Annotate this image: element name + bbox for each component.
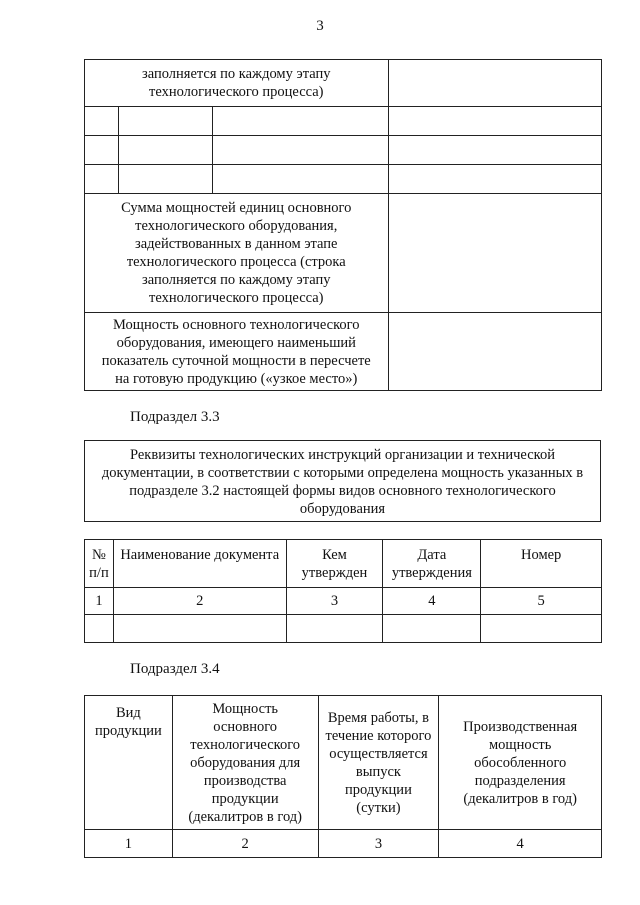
text-line: оборудования xyxy=(299,501,386,517)
text-line: № xyxy=(92,547,106,563)
col-header-num xyxy=(85,540,114,588)
table-row xyxy=(85,194,602,313)
index-cell: 2 xyxy=(172,830,318,858)
text-line: Реквизиты технологических инструкций организации и технической xyxy=(130,447,555,463)
empty-cell xyxy=(388,60,602,107)
requisites-box xyxy=(84,440,601,522)
empty-cell xyxy=(212,136,388,165)
documents-table xyxy=(84,539,602,643)
empty-cell xyxy=(286,615,383,643)
text-line: п/п xyxy=(89,565,109,581)
text-line: основного xyxy=(213,718,278,735)
table-header-row xyxy=(85,696,602,830)
table-row xyxy=(85,107,602,136)
text-line: технологического xyxy=(190,736,301,753)
production-capacity-table xyxy=(84,695,602,858)
table-row xyxy=(85,615,602,643)
text-line: технологического оборудования, xyxy=(135,218,338,234)
text-line: документации, в соответствии с которыми определена мощность указанных в xyxy=(101,465,584,481)
text-line: подразделения xyxy=(474,772,566,789)
empty-cell xyxy=(388,313,602,391)
table-row xyxy=(85,136,602,165)
table-row xyxy=(85,165,602,194)
text-line: заполняется по каждому этапу xyxy=(142,272,331,288)
text-line: мощность xyxy=(488,736,552,753)
text-line: показатель суточной мощности в пересчете xyxy=(101,352,371,369)
index-cell: 1 xyxy=(85,588,114,615)
index-cell: 3 xyxy=(286,588,383,615)
text-line: Производственная xyxy=(463,718,578,735)
text-line: (декалитров в год) xyxy=(463,790,577,807)
text-line: Сумма мощностей единиц основного xyxy=(121,200,352,216)
empty-cell xyxy=(85,615,114,643)
col-header-product-type xyxy=(85,696,173,830)
text-line: на готовую продукцию («узкое место») xyxy=(115,370,358,387)
text-line: осуществляется xyxy=(329,745,428,762)
text-line: подразделе 3.2 настоящей формы видов основного технологического xyxy=(129,483,556,499)
col-header-approved-by xyxy=(286,540,383,588)
text-line: продукции xyxy=(345,781,412,798)
text-line: Мощность основного технологического xyxy=(113,316,360,333)
text-line: течение которого xyxy=(325,727,432,744)
empty-cell xyxy=(118,165,212,194)
stage-note-cell xyxy=(85,60,389,107)
empty-cell xyxy=(481,615,602,643)
text-line: производства xyxy=(203,772,287,789)
empty-cell xyxy=(388,107,602,136)
text-line: обособленного xyxy=(474,754,567,771)
col-header-capacity xyxy=(172,696,318,830)
text-line: технологического процесса) xyxy=(148,290,324,306)
capacity-stages-table xyxy=(84,59,602,391)
text-line: Мощность xyxy=(212,700,279,717)
index-cell: 4 xyxy=(439,830,602,858)
text-line: Вид xyxy=(116,705,141,721)
table-row xyxy=(85,830,602,858)
text-line: оборудования для xyxy=(190,754,301,771)
text-line: продукции xyxy=(95,723,162,739)
text-line: (сутки) xyxy=(356,799,401,816)
text-line: Время работы, в xyxy=(327,709,429,726)
col-header-approval-date xyxy=(383,540,481,588)
empty-cell xyxy=(118,107,212,136)
table-header-row xyxy=(85,540,602,588)
col-header-doc-name: Наименование документа xyxy=(113,540,286,588)
text-line: технологического процесса (строка xyxy=(126,254,346,270)
index-cell: 3 xyxy=(318,830,439,858)
text-line: Дата xyxy=(417,547,447,563)
empty-cell xyxy=(388,194,602,313)
text-line: утверждения xyxy=(391,565,472,581)
empty-cell xyxy=(85,107,119,136)
col-header-production-capacity xyxy=(439,696,602,830)
empty-cell xyxy=(113,615,286,643)
empty-cell xyxy=(85,136,119,165)
text-line: задействованных в данном этапе xyxy=(135,236,338,252)
text-line: утвержден xyxy=(301,565,368,581)
index-cell: 2 xyxy=(113,588,286,615)
subsection-3-3-title: Подраздел 3.3 xyxy=(130,409,220,425)
subsection-3-4-title: Подраздел 3.4 xyxy=(130,661,220,677)
table-row xyxy=(85,313,602,391)
text-line: (декалитров в год) xyxy=(188,808,302,825)
empty-cell xyxy=(85,165,119,194)
col-header-work-time xyxy=(318,696,439,830)
text-line: заполняется по каждому этапу xyxy=(142,66,331,82)
empty-cell xyxy=(212,107,388,136)
text-line: технологического процесса) xyxy=(148,84,324,100)
text-line: продукции xyxy=(211,790,279,807)
text-line: Кем xyxy=(322,547,347,563)
index-cell: 4 xyxy=(383,588,481,615)
index-cell: 1 xyxy=(85,830,173,858)
text-line: оборудования, имеющего наименьший xyxy=(116,334,356,351)
page-number: 3 xyxy=(316,18,324,34)
empty-cell xyxy=(388,136,602,165)
empty-cell xyxy=(383,615,481,643)
index-cell: 5 xyxy=(481,588,602,615)
empty-cell xyxy=(212,165,388,194)
text-line: выпуск xyxy=(355,763,401,780)
empty-cell xyxy=(118,136,212,165)
bottleneck-cell xyxy=(85,313,389,391)
table-row xyxy=(85,60,602,107)
col-header-number: Номер xyxy=(481,540,602,588)
table-row xyxy=(85,588,602,615)
sum-capacity-cell xyxy=(85,194,389,313)
empty-cell xyxy=(388,165,602,194)
